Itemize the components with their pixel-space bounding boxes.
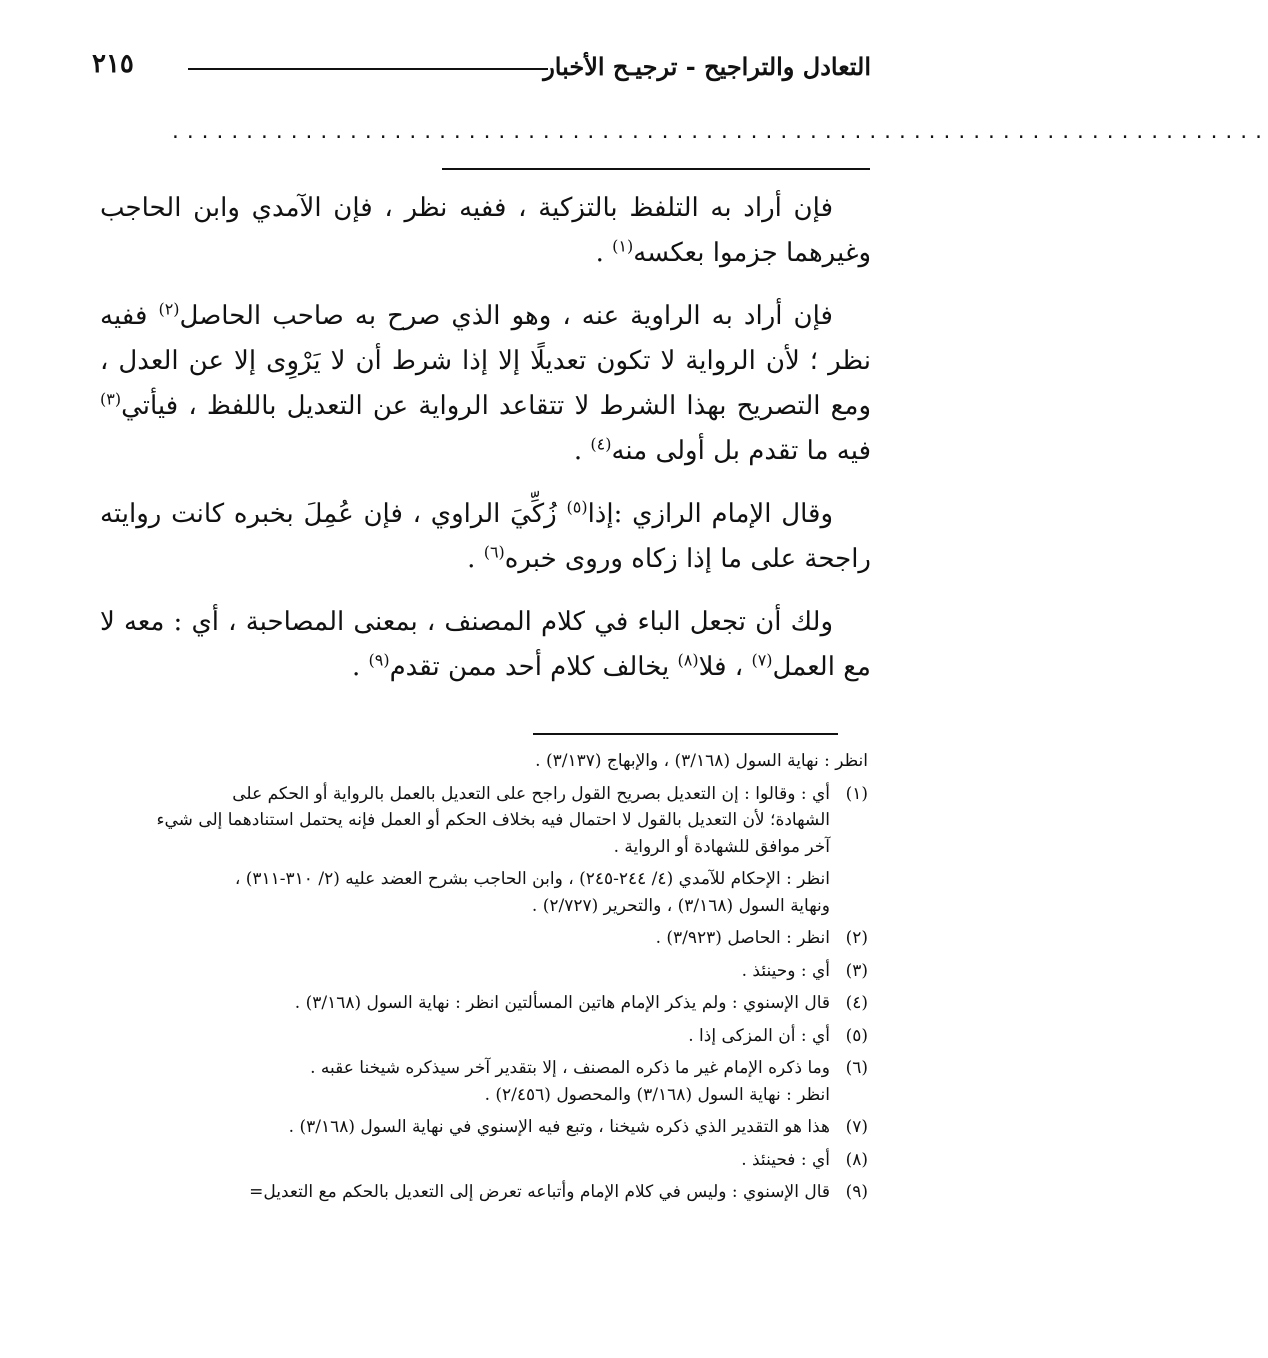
footnote-marker: (٦) (483, 542, 505, 562)
separator-dots: .......................................................................... (170, 122, 1268, 143)
paragraph-text: . (351, 652, 369, 682)
body-paragraph (100, 294, 871, 474)
footnote (100, 1179, 868, 1206)
footnote-number: (٦) (845, 1058, 868, 1078)
footnote (100, 1023, 868, 1050)
footnote-number: (٧) (845, 1117, 868, 1137)
footnote-number: (١) (845, 783, 868, 804)
footnote (100, 958, 868, 985)
footnote-line: الشهادة؛ لأن التعديل بالقول لا احتمال فيه بخلاف الحكم أو العمل فإنه يحتمل استنادهما إلى شيء (156, 810, 830, 830)
footnote-marker: (٥) (566, 497, 588, 517)
footnote (100, 866, 868, 919)
running-header-title: التعادل والتراجيح - ترجيـح الأخبار (543, 52, 871, 81)
footnote-marker: (٩) (368, 650, 390, 670)
footnote (100, 1055, 868, 1108)
footnote-number: (٩) (845, 1182, 868, 1202)
footnotes (100, 748, 868, 1212)
footnote (100, 990, 868, 1017)
body-paragraph (100, 186, 871, 276)
footnote-line: أي : وحينئذ . (741, 960, 830, 981)
body-paragraph (100, 600, 871, 690)
paragraph-text: زُكِّيَ الراوي ، فإن عُمِلَ بخبره كانت روايته راجحة على ما إذا زكاه وروى خبره (100, 499, 871, 574)
footnote-marker: (٧) (751, 650, 773, 670)
footnote-list (100, 781, 868, 1206)
footnote-marker: (٤) (590, 434, 612, 454)
paragraph-text: فإن أراد به الراوية عنه ، وهو الذي صرح به صاحب الحاصل (179, 301, 833, 331)
header-rule (188, 68, 548, 70)
footnote-line: انظر : الإحكام للآمدي (٤/ ٢٤٤-٢٤٥) ، وابن الحاجب بشرح العضد عليه (٢/ ٣١٠-٣١١) ، (234, 869, 830, 889)
section-rule (442, 168, 870, 170)
footnotes-rule (533, 733, 838, 735)
paragraph-text: ولك أن تجعل الباء في كلام المصنف ، بمعنى المصاحبة ، أي : معه لا مع العمل (100, 607, 871, 682)
footnote-line: آخر موافق للشهادة أو الرواية . (613, 836, 830, 857)
footnote-line: وما ذكره الإمام غير ما ذكره المصنف ، إلا بتقدير آخر سيذكره شيخنا عقبه . (310, 1058, 830, 1078)
footnote-line: هذا هو التقدير الذي ذكره شيخنا ، وتبع فيه الإسنوي في نهاية السول (٣/١٦٨) . (288, 1117, 830, 1137)
footnote-number: (٥) (845, 1025, 868, 1046)
paragraph-text: ، فلا (698, 652, 752, 682)
footnote (100, 1147, 868, 1174)
paragraph-text: يخالف كلام أحد ممن تقدم (389, 652, 678, 682)
footnote-marker: (١) (612, 236, 634, 256)
footnote-line: أي : أن المزكى إذا . (688, 1025, 830, 1046)
page-number: ٢١٥ (92, 49, 134, 79)
footnote-intro: انظر : نهاية السول (٣/١٦٨) ، والإبهاج (٣/١٣٧) . (535, 751, 868, 771)
footnote-marker: (٣) (100, 389, 122, 409)
footnote-line: انظر : الحاصل (٣/٩٢٣) . (655, 928, 830, 948)
paragraph-text: . (573, 436, 591, 466)
paragraph-text: فيه ما تقدم بل أولى منه (611, 436, 871, 466)
footnote-line: انظر : نهاية السول (٣/١٦٨) والمحصول (٢/٤٥٦) . (484, 1084, 830, 1105)
paragraph-text: وقال الإمام الرازي :إذا (587, 499, 834, 529)
footnote (100, 1114, 868, 1141)
footnote-line: أي : وقالوا : إن التعديل بصريح القول راجح على التعديل بالعمل بالرواية أو الحكم على (232, 783, 830, 804)
footnote (100, 925, 868, 952)
body-paragraph (100, 492, 871, 582)
footnote-number: (٢) (845, 928, 868, 948)
footnote-marker: (٢) (158, 299, 180, 319)
paragraph-text: ففيه نظر ؛ لأن الرواية لا تكون تعديلًا إلا إذا شرط أن لا يَرْوِى إلا عن العدل ، ومع التصريح بهذا الشرط لا تتقاعد الرواية عن التعديل باللفظ ، فيأتي (100, 301, 871, 421)
footnote-number: (٨) (845, 1149, 868, 1170)
footnote-number: (٣) (845, 960, 868, 981)
paragraph-text: . (467, 544, 484, 574)
footnote (100, 781, 868, 861)
footnote-line: أي : فحينئذ . (741, 1149, 830, 1170)
paragraph-text: . (595, 238, 613, 268)
footnote-line: قال الإسنوي : وليس في كلام الإمام وأتباعه تعرض إلى التعديل بالحكم مع التعديل= (249, 1182, 830, 1202)
paragraph-text: فإن أراد به التلفظ بالتزكية ، ففيه نظر ، فإن الآمدي وابن الحاجب وغيرهما جزموا بعكسه (100, 193, 871, 268)
footnote-line: ونهاية السول (٣/١٦٨) ، والتحرير (٢/٧٢٧) . (531, 895, 830, 916)
footnote-line: قال الإسنوي : ولم يذكر الإمام هاتين المسألتين انظر : نهاية السول (٣/١٦٨) . (294, 993, 830, 1013)
main-text (100, 186, 871, 708)
footnote-number: (٤) (845, 993, 868, 1013)
footnote-marker: (٨) (677, 650, 699, 670)
